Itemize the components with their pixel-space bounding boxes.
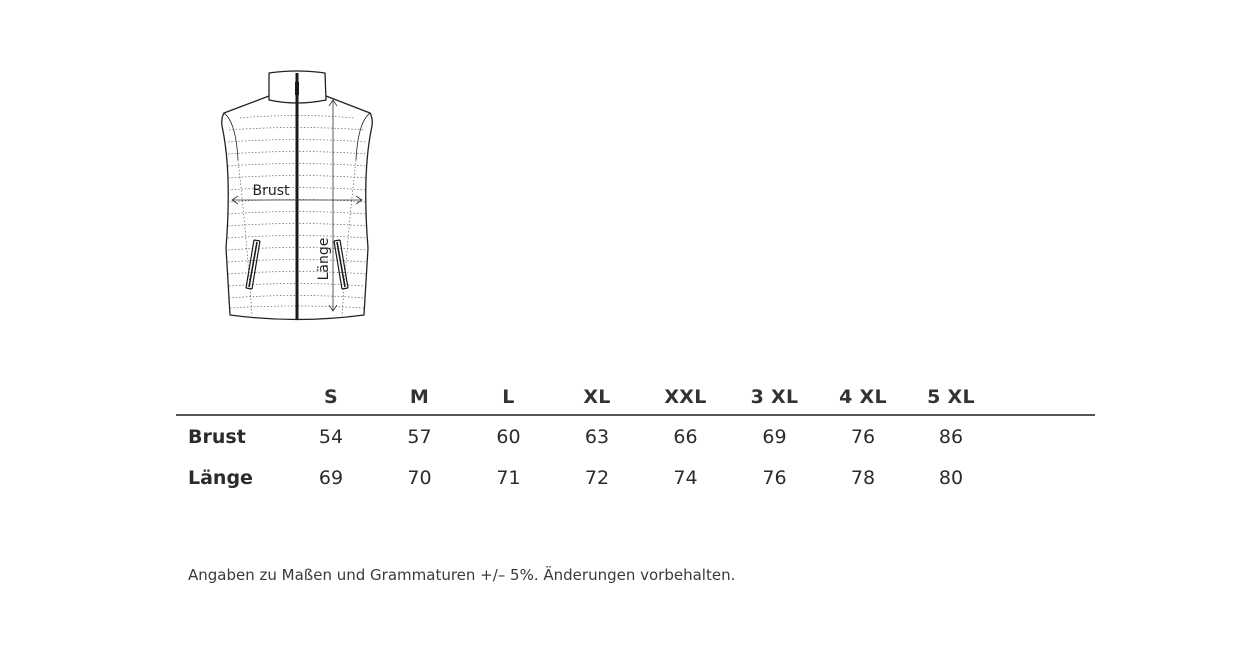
table-cell: 76 bbox=[850, 425, 876, 448]
table-cell: 60 bbox=[496, 425, 521, 448]
table-cell: 66 bbox=[673, 425, 698, 448]
size-header: 4 XL bbox=[819, 380, 907, 415]
size-header: XXL bbox=[641, 380, 730, 415]
disclaimer-note: Angaben zu Maßen und Grammaturen +/– 5%. Änderungen vorbehalten. bbox=[188, 566, 736, 584]
table-cell: 57 bbox=[407, 425, 432, 448]
table-cell: 70 bbox=[407, 466, 432, 489]
table-cell: 80 bbox=[938, 466, 964, 489]
size-header: S bbox=[287, 380, 375, 415]
size-header: 3 XL bbox=[730, 380, 819, 415]
size-header: M bbox=[375, 380, 464, 415]
table-row-length bbox=[176, 457, 1095, 498]
size-header: 5 XL bbox=[907, 380, 995, 415]
row-label: Länge bbox=[188, 466, 253, 489]
table-cell: 78 bbox=[850, 466, 876, 489]
table-cell: 54 bbox=[318, 425, 344, 448]
row-filler bbox=[995, 457, 1095, 498]
table-cell: 69 bbox=[318, 466, 344, 489]
table-row-chest bbox=[176, 415, 1095, 457]
vest-illustration bbox=[215, 65, 380, 327]
table-cell: 72 bbox=[584, 466, 610, 489]
table-cell: 76 bbox=[762, 466, 787, 489]
chest-measure-label: Brust bbox=[252, 183, 290, 199]
row-filler bbox=[995, 415, 1095, 457]
length-measure-label: Länge bbox=[316, 237, 332, 281]
table-cell: 69 bbox=[762, 425, 787, 448]
row-label: Brust bbox=[188, 425, 246, 448]
table-cell: 71 bbox=[496, 466, 521, 489]
size-table bbox=[176, 380, 1095, 498]
size-header: L bbox=[464, 380, 553, 415]
header-filler bbox=[995, 380, 1095, 415]
size-header-row bbox=[176, 380, 1095, 415]
table-cell: 63 bbox=[584, 425, 610, 448]
table-cell: 86 bbox=[938, 425, 964, 448]
table-cell: 74 bbox=[673, 466, 698, 489]
header-corner bbox=[176, 380, 287, 415]
size-header: XL bbox=[553, 380, 641, 415]
